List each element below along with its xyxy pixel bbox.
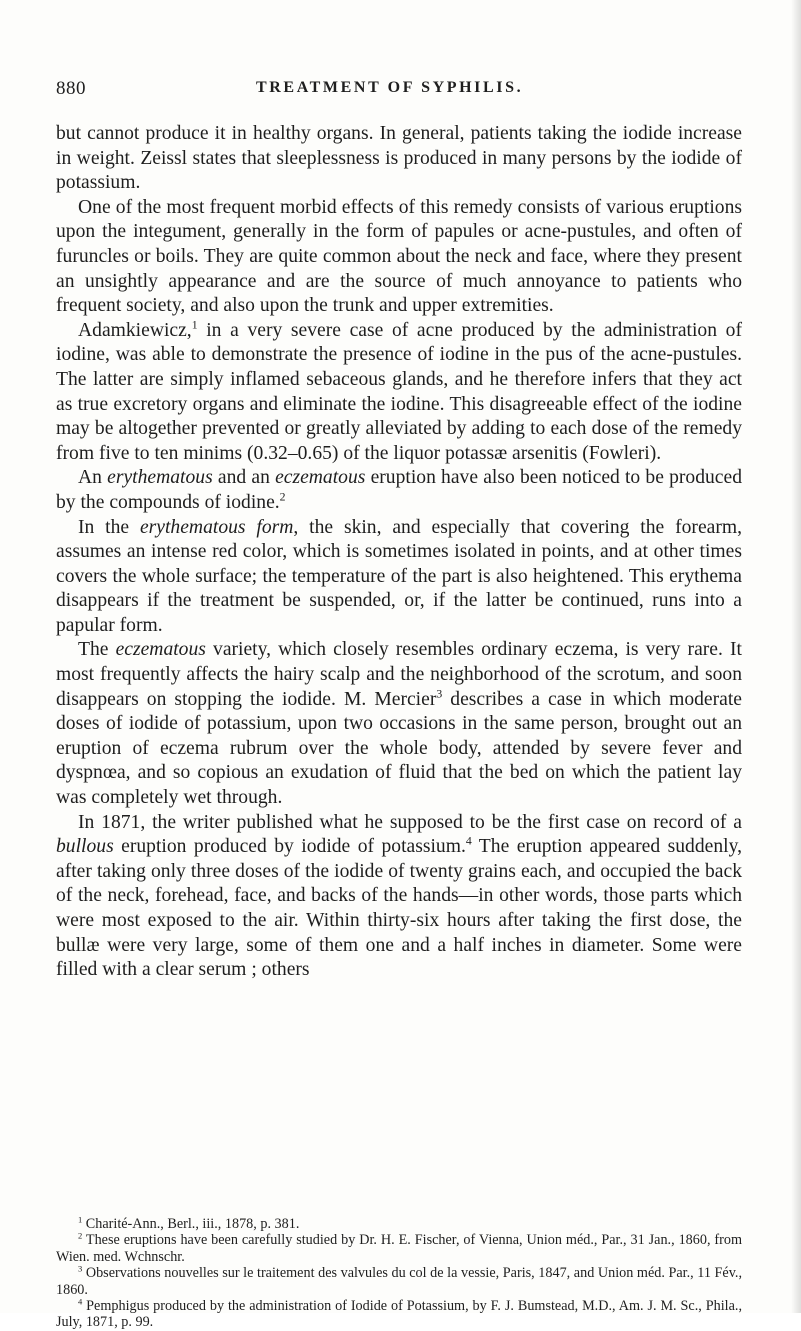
text-run: , the skin, and especially that covering the forearm, assumes an intense red color, which is sometimes isolated in points, and at other times covers the whole surface; the temperature of the part is also heightened. This erythema disappears if the treatment be suspended, or, if the latter be continued, runs into a papular form. [56, 516, 743, 636]
text-run: and an [212, 467, 276, 489]
footnote [56, 1298, 742, 1331]
footnote-reference: 2 [279, 490, 286, 504]
text-run: eruption produced by iodide of potassium. [113, 836, 466, 858]
page-header [56, 78, 736, 102]
paragraph [56, 811, 742, 983]
page-edge-shadow [791, 0, 801, 1313]
footnote-mark: 1 [78, 1214, 83, 1225]
footnote-text: Pemphigus produced by the administration of Iodide of Potassium, by F. J. Bumstead, M.D., Am. J. M. Sc., Phila., July, 1871, p. 99. [56, 1298, 742, 1331]
paragraph [56, 196, 742, 319]
footnotes [56, 1216, 742, 1331]
text-run: describes a case in which moderate doses of iodide of potassium, upon two occasions in the same person, brought out an eruption of eczema rubrum over the whole body, attended by severe fever and dyspnœa, and so copious an exudation of fluid that the bed on which the patient lay was completely wet through. [56, 688, 742, 809]
footnote [56, 1216, 742, 1232]
text-run: In 1871, the writer published what he supposed to be the first case on record of a [78, 811, 742, 833]
footnote [56, 1265, 742, 1298]
body-text [56, 122, 742, 983]
paragraph [56, 516, 742, 639]
paragraph [56, 638, 742, 810]
footnote [56, 1232, 742, 1265]
text-run: eruption have also been noticed to be produced by the compounds of iodine. [56, 467, 742, 513]
text-run: An [78, 467, 108, 489]
footnote-reference: 3 [436, 687, 443, 701]
italic-term: erythematous form [139, 516, 294, 538]
footnote-mark: 2 [78, 1230, 83, 1241]
italic-term: eczematous [275, 467, 366, 489]
italic-term: eczematous [115, 639, 206, 661]
footnote-mark: 3 [78, 1263, 83, 1274]
text-run: The eruption appeared suddenly, after taking only three doses of the iodide of twenty grains each, and occupied the back of the neck, forehead, face, and backs of the hands—in other words, those parts which were most exposed to the air. Within thirty-six hours after taking the first dose, the bullæ were very large, some of them one and a half inches in diameter. Some were filled with a clear serum ; others [56, 836, 742, 981]
running-head: TREATMENT OF SYPHILIS. [256, 79, 524, 96]
paragraph [56, 319, 742, 467]
page-number: 880 [56, 78, 86, 99]
text-run: One of the most frequent morbid effects of this remedy consists of various eruptions upon the integument, generally in the form of papules or acne-pustules, and often of furuncles or boils. They are quite common about the neck and face, where they present an unsightly appearance and are the source of much annoyance to patients who frequent society, and also upon the trunk and upper extremities. [56, 196, 742, 317]
footnote-reference: 1 [191, 318, 198, 332]
paragraph [56, 122, 742, 196]
italic-term: bullous [56, 836, 114, 858]
text-run: The [78, 639, 116, 661]
footnote-text: These eruptions have been carefully studied by Dr. H. E. Fischer, of Vienna, Union méd., Par., 31 Jan., 1860, from Wien. med. Wchnschr. [56, 1232, 742, 1265]
text-run: Adamkiewicz, [78, 319, 192, 341]
footnote-reference: 4 [465, 834, 472, 848]
footnote-text: Observations nouvelles sur le traitement des valvules du col de la vessie, Paris, 1847, and Union méd. Par., 11 Fév., 1860. [56, 1265, 742, 1298]
text-run: in a very severe case of acne produced by the administration of iodine, was able to demonstrate the presence of iodine in the pus of the acne-pustules. The latter are simply inflamed sebaceous glands, and he therefore infers that they act as true excretory organs and eliminate the iodine. This disagreeable effect of the iodine may be altogether prevented or greatly alleviated by adding to each dose of the remedy from five to ten minims (0.32–0.65) of the liquor potassæ arsenitis (Fowleri). [56, 319, 742, 464]
footnote-text: Charité-Ann., Berl., iii., 1878, p. 381. [82, 1216, 300, 1232]
text-run: In the [78, 516, 140, 538]
text-run: but cannot produce it in healthy organs. In general, patients taking the iodide increase in weight. Zeissl states that sleeplessness is produced in many persons by the iodide of potassium. [56, 123, 742, 194]
paragraph [56, 466, 742, 515]
italic-term: erythematous [107, 467, 213, 489]
footnote-mark: 4 [78, 1296, 83, 1307]
text-run: variety, which closely resembles ordinary eczema, is very rare. It most frequently affects the hairy scalp and the neighborhood of the scrotum, and soon disappears on stopping the iodide. M. Mercier [56, 639, 742, 710]
